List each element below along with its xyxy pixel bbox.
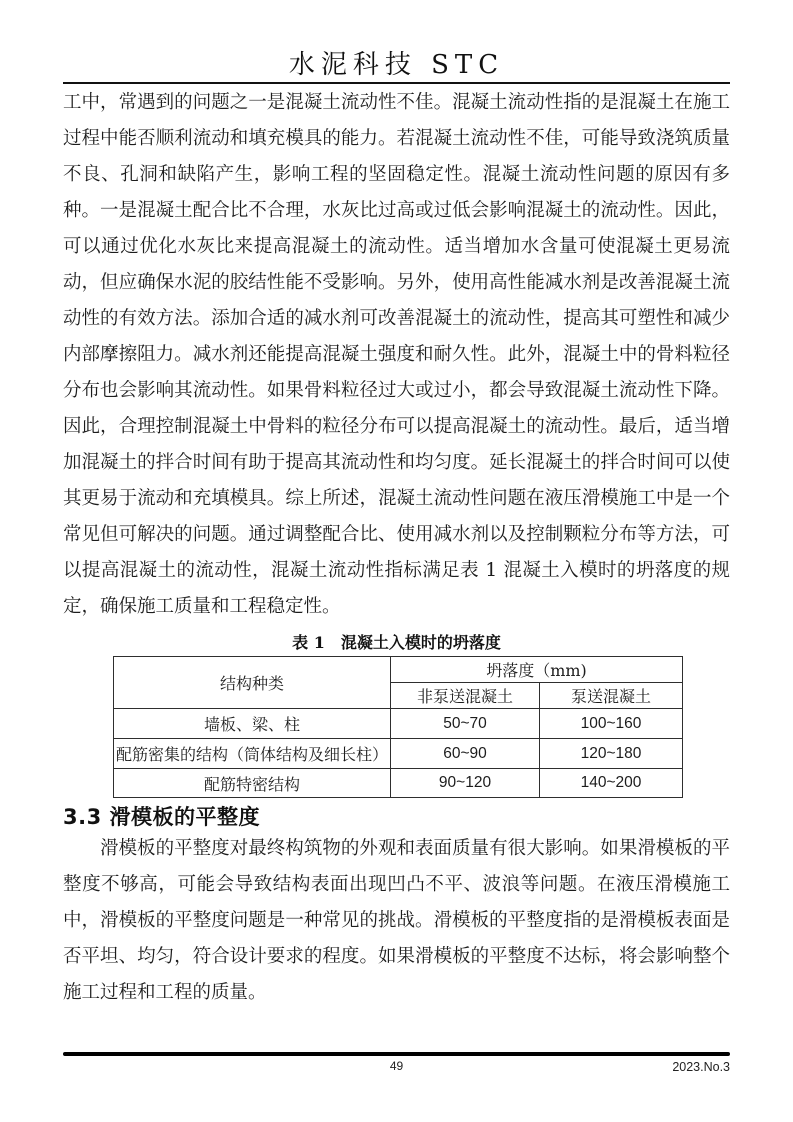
table-header-pumped: 泵送混凝土 [540,683,683,709]
slump-table [113,656,683,798]
table-caption: 表 1 混凝土入模时的坍落度 [292,633,501,652]
pumped-value: 120~180 [540,739,683,769]
non-pumped-value: 60~90 [391,739,540,769]
table-header-structure-type: 结构种类 [114,657,391,709]
paragraph-formwork-flatness: 滑模板的平整度对最终构筑物的外观和表面质量有很大影响。如果滑模板的平整度不够高，可能会导致结构表面出现凹凸不平、波浪等问题。在液压滑模施工中，滑模板的平整度问题是一种常见的挑战。滑模板的平整度指的是滑模板表面是否平坦、均匀，符合设计要求的程度。如果滑模板的平整度不达标，将会影响整个施工过程和工程的质量。 [63,838,730,1003]
pumped-value: 140~200 [540,769,683,798]
non-pumped-value: 50~70 [391,709,540,739]
table-header-slump: 坍落度（mm) [391,657,683,683]
pumped-value: 100~160 [540,709,683,739]
page-footer [63,1059,730,1075]
table-header-row-1 [114,657,683,683]
page-number: 49 [389,1059,404,1073]
issue-number: 2023.No.3 [672,1060,730,1074]
section-heading-3-3: 3.3 滑模板的平整度 [63,805,261,829]
table-row-walls-beams-columns [114,709,683,739]
structure-cell: 配筋特密结构 [114,769,391,798]
structure-cell: 墙板、梁、柱 [114,709,391,739]
table-header-non-pumped: 非泵送混凝土 [391,683,540,709]
journal-title: 水泥科技 STC [288,50,505,80]
table-row-extra-dense-reinforcement [114,769,683,798]
non-pumped-value: 90~120 [391,769,540,798]
table-row-dense-reinforcement [114,739,683,769]
paragraph-concrete-fluidity: 工中，常遇到的问题之一是混凝土流动性不佳。混凝土流动性指的是混凝土在施工过程中能否顺利流动和填充模具的能力。若混凝土流动性不佳，可能导致浇筑质量不良、孔洞和缺陷产生，影响工程的坚固稳定性。混凝土流动性问题的原因有多种。一是混凝土配合比不合理，水灰比过高或过低会影响混凝土的流动性。因此，可以通过优化水灰比来提高混凝土的流动性。适当增加水含量可使混凝土更易流动，但应确保水泥的胶结性能不受影响。另外，使用高性能减水剂是改善混凝土流动性的有效方法。添加合适的减水剂可改善混凝土的流动性，提高其可塑性和减少内部摩擦阻力。减水剂还能提高混凝土强度和耐久性。此外，混凝土中的骨料粒径分布也会影响其流动性。如果骨料粒径过大或过小，都会导致混凝土流动性下降。因此，合理控制混凝土中骨料的粒径分布可以提高混凝土的流动性。最后，适当增加混凝土的拌合时间有助于提高其流动性和均匀度。延长混凝土的拌合时间可以使其更易于流动和充填模具。综上所述，混凝土流动性问题在液压滑模施工中是一个常见但可解决的问题。通过调整配合比、使用减水剂以及控制颗粒分布等方法，可以提高混凝土的流动性，混凝土流动性指标满足表 1 混凝土入模时的坍落度的规定，确保施工质量和工程稳定性。 [63,92,730,617]
footer-rule [63,1052,730,1056]
structure-cell: 配筋密集的结构（筒体结构及细长柱） [114,739,391,769]
header-rule [63,82,730,84]
